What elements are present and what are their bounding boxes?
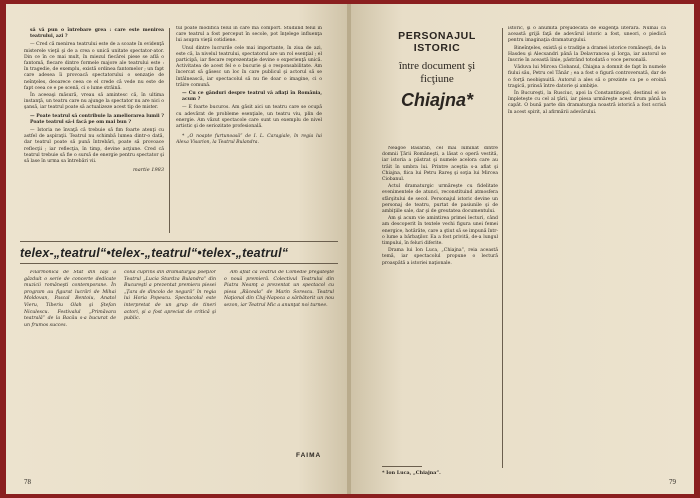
- article-heading: [382, 30, 492, 111]
- interview-question: — Poate teatrul să contribuie la ameliorarea lumii ? Poate teatrul să-i facă pe om mai bun ?: [30, 113, 164, 125]
- footnote: * „O noapte furtunoasă” de I. L. Caragiale, în regia lui Alexa Visarion, la Teatrul Bulandra.: [176, 134, 322, 146]
- telex-column-3: [224, 270, 334, 446]
- author-signature: FAIMA: [296, 452, 322, 459]
- article-paragraph: Neagoe Basarab, cel mai luminat dintre domnii Ţării Româneşti, a lăsat o operă vestită, iar istoria a păstrat şi numele acelora care au trăit în umbra lui. Printre aceştia s-a aflat şi Chiajna, fiica lui Petru Rareş şi soţia lui Mircea Ciobanul.: [382, 146, 498, 183]
- article-paragraph: Văduva lui Mircea Ciobanul, Chiajna a domnit de fapt în numele fiului său, Petru cel Tânăr ; ea a fost o figură controversată, dar de o forţă neobişnuită. Autorul a ales să o prezinte ca pe o eroină tragică, prinsă între datorie şi ambiţie.: [508, 65, 666, 89]
- footnote-rule: [382, 466, 422, 467]
- telex-text: colul cuprins din dramaturgia poeţilor Teatrul „Lucia Sturdza Bulandra” din Bucureşti a prezentat premiera piesei „Ţara de dincolo de negură” în regia lui Horia Popescu. Spectacolul este interpretat de un grup de tineri actori, şi a fost apreciat de critică şi public.: [124, 270, 216, 322]
- article-footnote: * Ion Luca, „Chiajna”.: [382, 470, 441, 476]
- right-page: [351, 4, 694, 494]
- column-divider: [502, 28, 503, 468]
- article-paragraph: istoric, şi o anumită prejudecată de exigenţă literară. Numai că această grijă faţă de adevărul istoric a fost, uneori, o piedică pentru imaginaţia dramaturgului.: [508, 26, 666, 44]
- article-subtitle: între document şi ficţiune: [398, 60, 476, 85]
- column-divider: [169, 28, 170, 233]
- interview-date: martie 1983: [133, 167, 164, 174]
- telex-text: Am aflat că Teatrul de Comedie pregăteşte o nouă premieră. Colectivul Teatrului din Piatra Neamţ a prezentat un spectacol cu piesa „Răceala” de Marin Sorescu. Teatrul Naţional din Cluj-Napoca a sărbătorit un nou sezon, iar Teatrul Mic a anunţat noi turnee.: [224, 270, 334, 308]
- telex-text: Filarmonica de Stat din Iaşi a găzduit o serie de concerte dedicate muzicii româneşti contemporane. În program au figurat lucrări de Mihai Moldovan, Pascal Bentoiu, Anatol Vieru, Tiberiu Olah şi Ştefan Niculescu. Festivalul „Primăvara teatrală” de la Bacău s-a bucurat de un frumos succes.: [24, 270, 116, 328]
- telex-banner: telex-„teatrul“•telex-„teatrul“•telex-„teatrul“: [20, 246, 289, 260]
- interview-question: să vă pun o întrebare grea : care este menirea teatrului, azi ?: [30, 28, 164, 40]
- page-number: 78: [24, 478, 31, 486]
- section-title: PERSONAJUL ISTORIC: [398, 30, 476, 54]
- telex-column-1: [24, 270, 116, 466]
- article-column-2: [508, 26, 666, 476]
- left-page: [6, 4, 349, 494]
- article-paragraph: În Bucureşti, la Rusciuc, apoi la Constantinopol, destinul ei se împleteşte cu cel al ţării, iar piesa urmăreşte acest drum până la capăt. O bună parte din dramaturgia noastră istorică a fost scrisă în acest spirit, al afirmării adevărului.: [508, 91, 666, 115]
- article-paragraph: Bineînţeles, există şi o tradiţie a dramei istorice româneşti, de la Hasdeu şi Alecsandri până la Delavrancea şi Iorga, iar autorul se înscrie în această linie, păstrând totodată o voce personală.: [508, 45, 666, 64]
- interview-answer: — Cred că menirea teatrului este de a scoate în evidenţă misterele vieţii şi de a crea o unică unitate spectator-ator. Din ce în ce mai mult, în miezul fiecărei piese se află o fantomă, fiecare dintre formele majore ale teatrului este : în tragedie, de exemplu, există ordinea fantomelor ; un fapt care adesea îi provoacă spectatorului o senzaţie de neînţeles, deoarece ceea ce el crede că vede nu este de fapt ceea ce e pe scenă, ci o lume străină.: [24, 42, 164, 91]
- interview-column-2: [176, 26, 322, 241]
- interview-answer: Unul dintre lucrurile cele mai importante, în ziua de azi, este că, la nivelul teatrului, spectatorul are un rol esenţial ; el participă, iar fiecare reprezentaţie devine o experienţă unică. Activitatea de acest fel e o bucurie şi o responsabilitate. Am încercat să găsesc un loc în care publicul şi actorul să se întâlnească, iar spectacolul să nu fie doar o imagine, ci o trăire comună.: [176, 45, 322, 88]
- telex-column-2: [124, 270, 216, 466]
- interview-answer: — Istoria ne învaţă că trebuie să fim foarte atenţi cu astfel de aspiraţii. Teatrul nu schimbă lumea dintr-o dată, dar teatrul poate să pună întrebări, poate să provoace reflecţii ; iar reflecţia, în timp, devine acţiune. Cred că teatrul trebuie să fie o sursă de energie pentru spectator şi să lase în urma sa întrebări vii.: [24, 128, 164, 165]
- article-title: Chiajna*: [400, 90, 474, 110]
- article-column-1: [382, 146, 498, 468]
- article-paragraph: Drama lui Ion Luca, „Chiajna”, reia această temă, iar spectacolul propune o lectură proaspătă a istoriei naţionale.: [382, 248, 498, 266]
- page-number: 79: [669, 478, 676, 486]
- banner-top-rule: [20, 241, 338, 242]
- interview-question: — Cu ce gânduri despre teatrul vă aflaţi în România, acum ?: [182, 91, 322, 103]
- article-paragraph: Am şi acum vie amintirea primei lecturi, când am descoperit în textele vechi figura unei femei energice, hotărâte, care a ştiut să se impună într-o lume a bărbaţilor. Ea a fost privită, de-a lungul timpului, în feluri diferite.: [382, 216, 498, 247]
- interview-answer: — E foarte bucuros. Am găsit aici un teatru care se ocupă cu adevărat de probleme esenţiale, un teatru viu, plin de energie. Am văzut spectacole care sunt un exemplu de nivel artistic şi de seriozitate profesională.: [176, 105, 322, 130]
- article-paragraph: Actul dramaturgic urmăreşte cu fidelitate evenimentele de atunci, reconstituind atmosfera sfârşitului de secol. Personajul istoric devine un personaj de teatru, purtat de pasiunile şi de ambiţiile sale, dar şi de greutatea documentului.: [382, 184, 498, 215]
- interview-answer: În aceeaşi măsură, vreau să amintesc că, în ultima instanţă, un teatru care nu ajunge la spectator nu are nici o şansă, iar teatrul poate să actualizeze acest tip de mister.: [24, 93, 164, 111]
- banner-bottom-rule: [20, 263, 338, 264]
- interview-answer: tul poate modifica felul în care mă comport. Studiind felul în care teatrul a fost perceput în secole, pot înţelege influenţa lui asupra vieţii cotidiene.: [176, 26, 322, 44]
- magazine-spread: [6, 4, 694, 494]
